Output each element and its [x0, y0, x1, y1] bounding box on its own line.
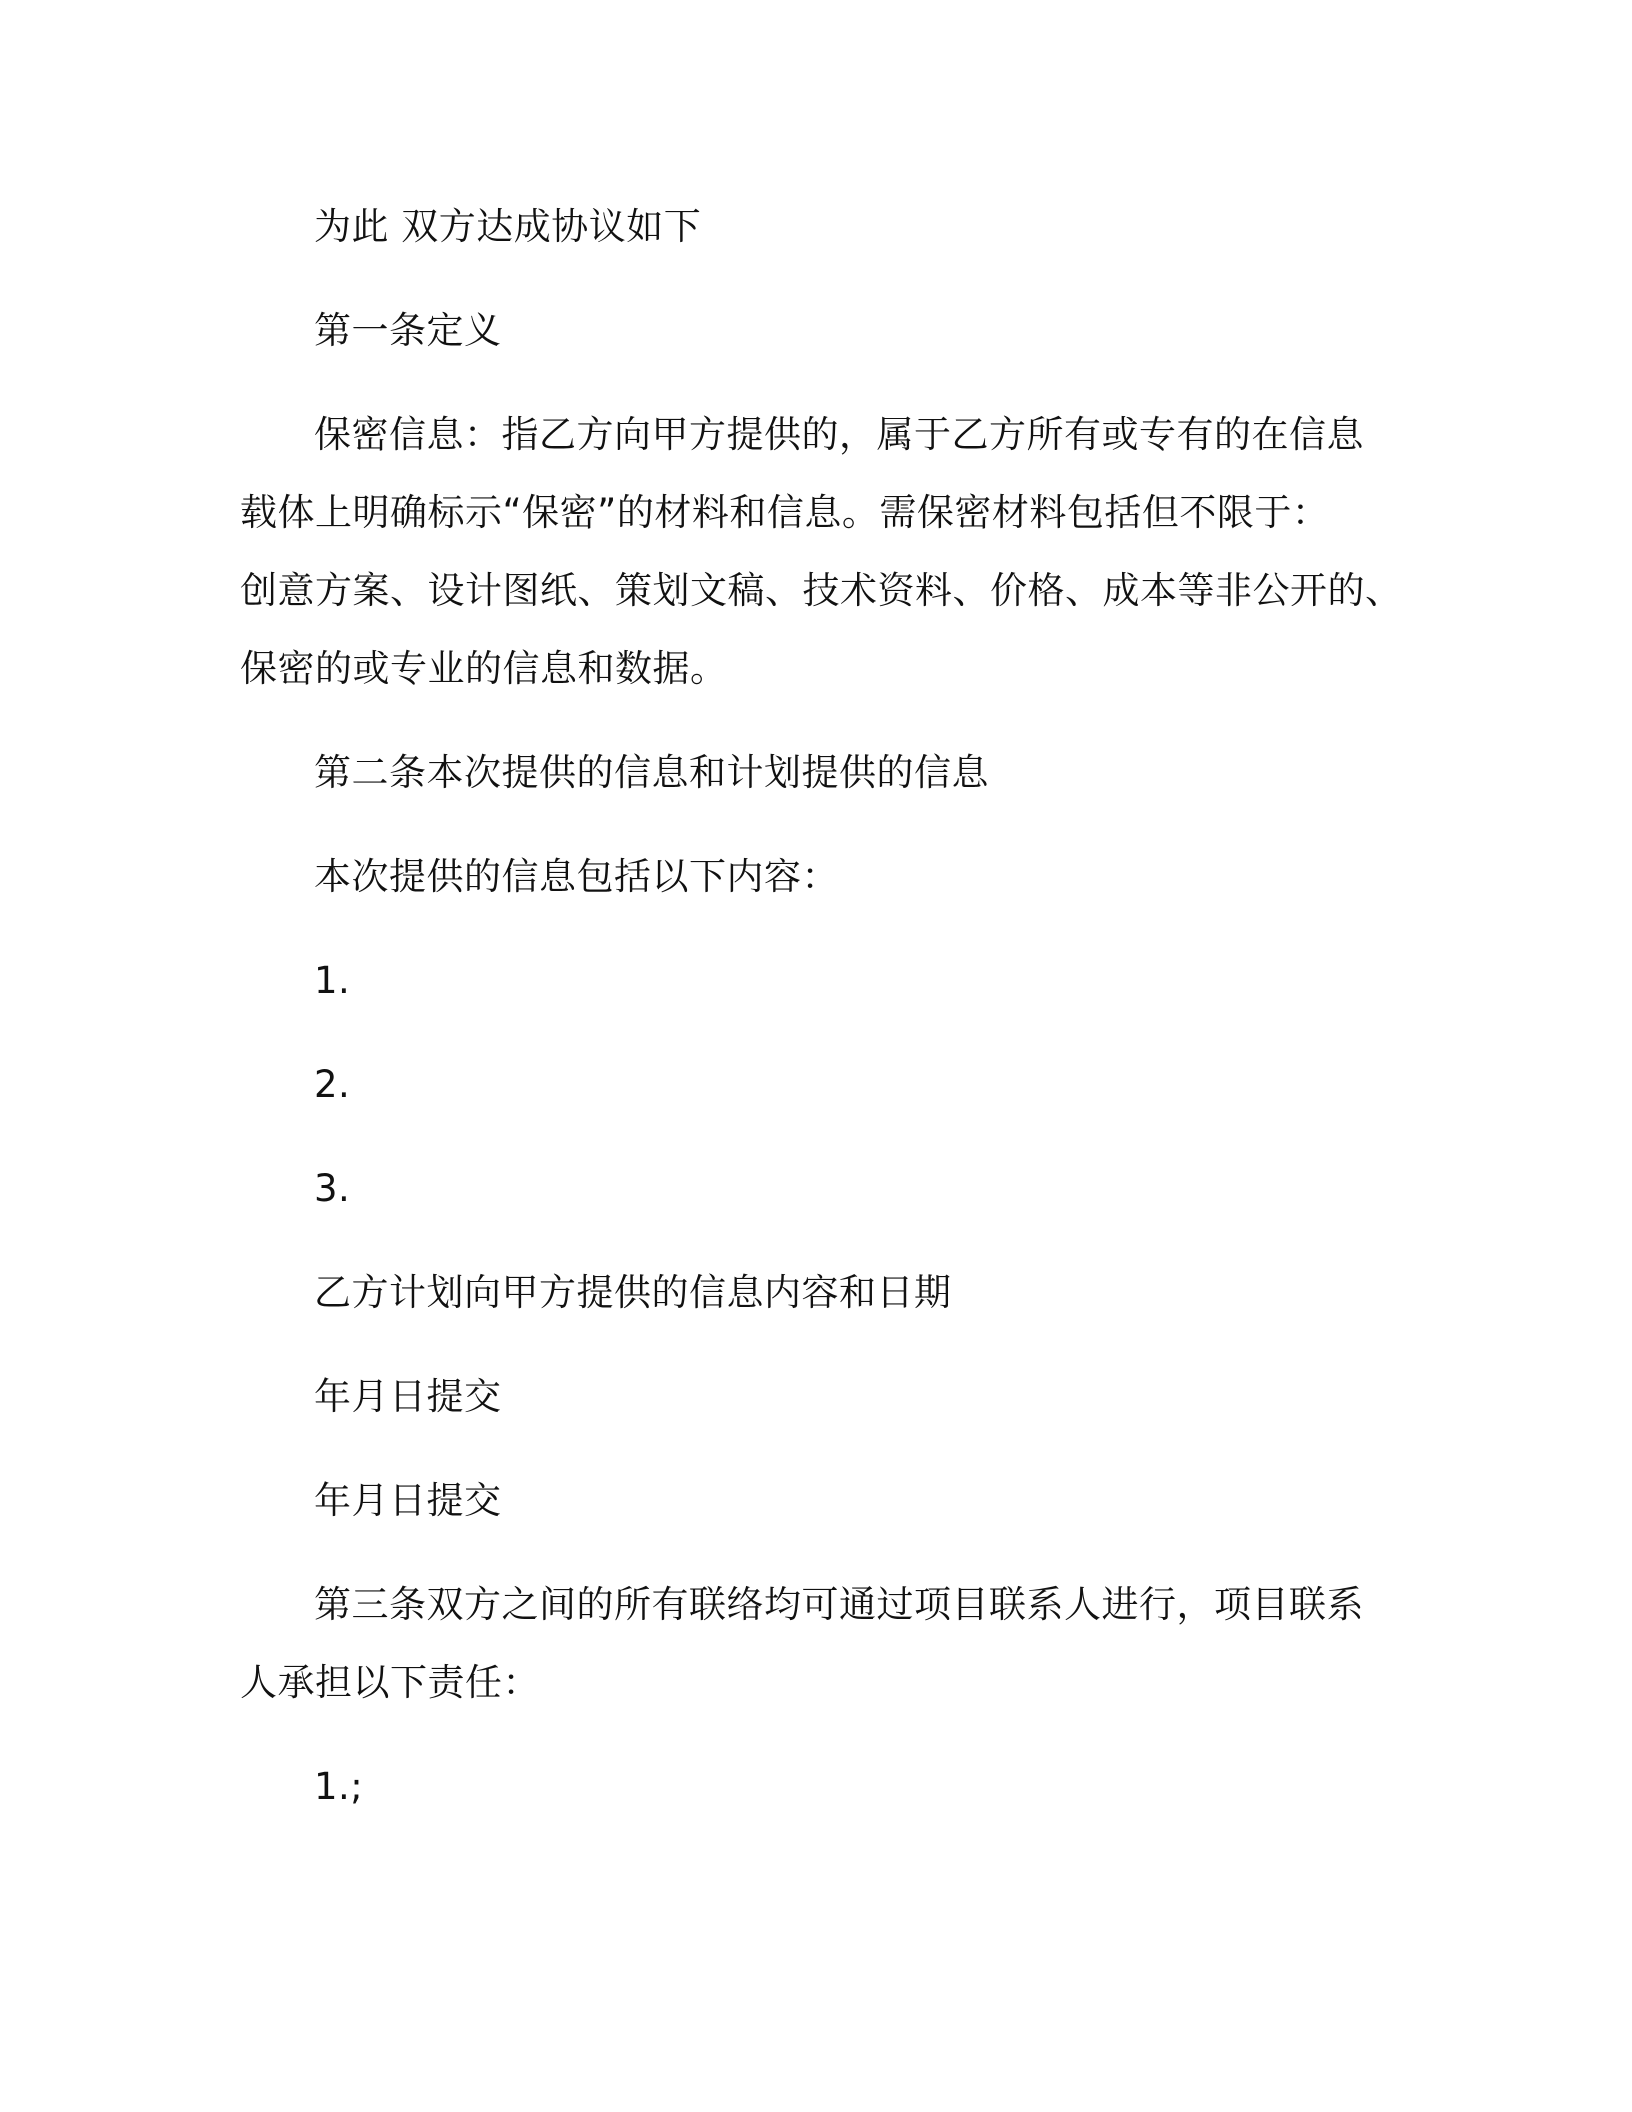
definition-line-4: 保密的或专业的信息和数据。 [240, 647, 728, 690]
article-3 [240, 1566, 1390, 1722]
definition-line-2: 载体上明确标示“保密”的材料和信息。需保密材料包括但不限于： [240, 491, 1330, 534]
planned-info-heading: 乙方计划向甲方提供的信息内容和日期 [314, 1271, 952, 1314]
list-item-2: 2. [314, 1063, 351, 1106]
definition-line-1: 保密信息：指乙方向甲方提供的，属于乙方所有或专有的在信息 [314, 413, 1364, 456]
submission-date-1: 年月日提交 [314, 1375, 502, 1418]
article-3-line-2: 人承担以下责任： [240, 1661, 540, 1704]
provided-info-intro: 本次提供的信息包括以下内容： [314, 855, 839, 898]
responsibility-item-1: 1.; [314, 1765, 364, 1808]
confidential-info-definition [240, 396, 1403, 708]
article-3-line-1: 第三条双方之间的所有联络均可通过项目联系人进行，项目联系 [314, 1583, 1364, 1626]
list-item-1: 1. [314, 959, 351, 1002]
agreement-intro: 为此 双方达成协议如下 [314, 205, 702, 248]
document-page [240, 188, 1403, 1826]
list-item-3: 3. [314, 1167, 351, 1210]
article-2-heading: 第二条本次提供的信息和计划提供的信息 [314, 751, 989, 794]
article-1-heading: 第一条定义 [314, 309, 502, 352]
definition-line-3: 创意方案、设计图纸、策划文稿、技术资料、价格、成本等非公开的、 [240, 569, 1403, 612]
submission-date-2: 年月日提交 [314, 1479, 502, 1522]
